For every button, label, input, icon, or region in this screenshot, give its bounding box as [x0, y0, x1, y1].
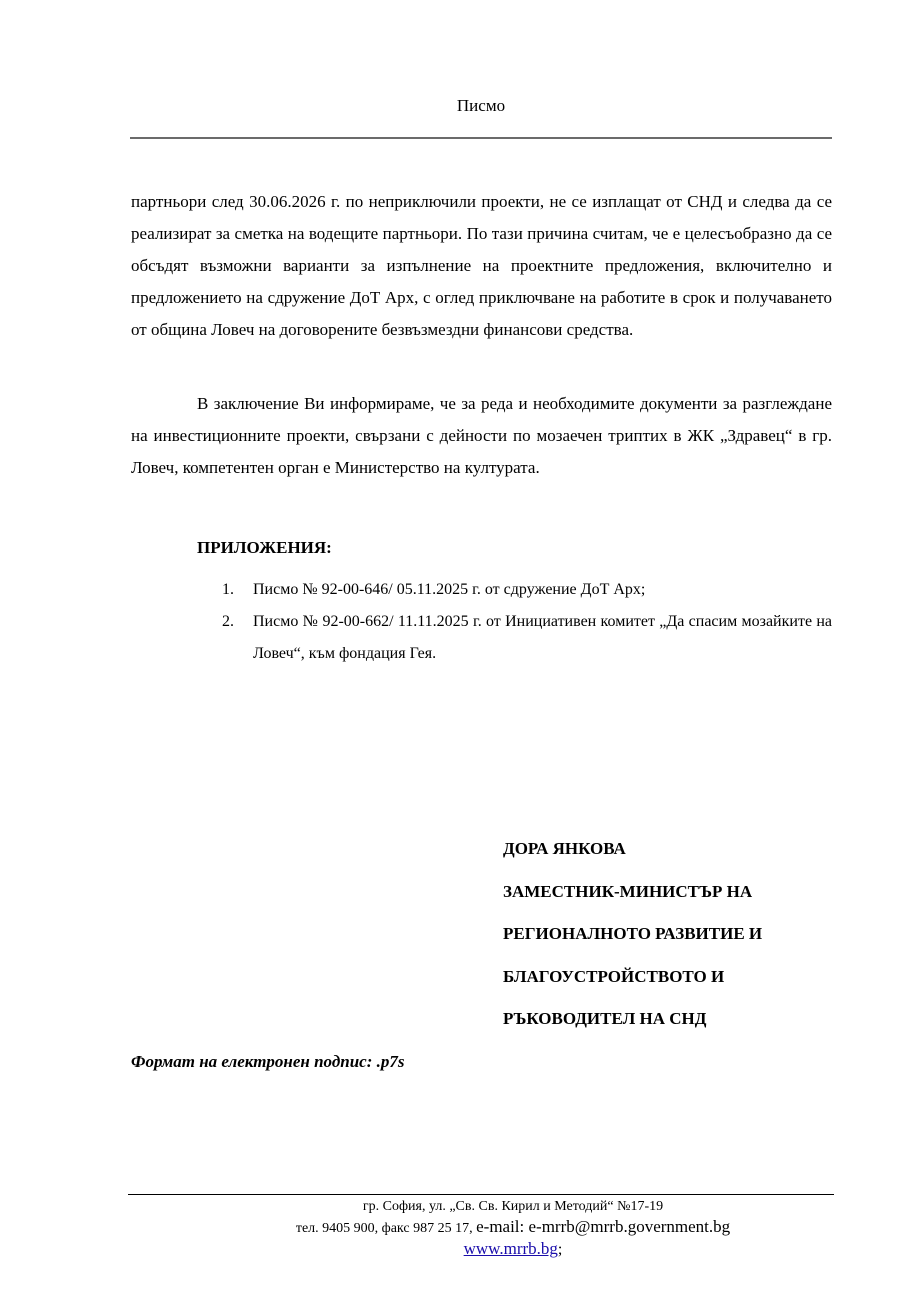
attachments-heading: ПРИЛОЖЕНИЯ: [197, 538, 332, 557]
page-footer [128, 1197, 898, 1261]
footer-website-line [128, 1239, 898, 1261]
signatory-title-line: РЕГИОНАЛНОТО РАЗВИТИЕ И [503, 924, 763, 943]
attachments-list [222, 574, 832, 670]
attachment-number: 1. [222, 581, 234, 598]
footer-divider [128, 1194, 834, 1195]
website-link[interactable]: www.mrrb.bg [463, 1239, 558, 1258]
footer-address: гр. София, ул. „Св. Св. Кирил и Методий“ №17-19 [362, 1199, 664, 1214]
esignature-format-note: Формат на електронен подпис: .p7s [131, 1052, 405, 1071]
signatory-name: ДОРА ЯНКОВА [503, 839, 626, 858]
attachment-item [222, 606, 832, 670]
signatory-title-line: БЛАГОУСТРОЙСТВОТО И [503, 966, 725, 986]
body-paragraph-1: партньори след 30.06.2026 г. по неприключили проекти, не се изплащат от СНД и следва да се реализират за сметка на водещите партньори. По тази причина считам, че е целесъобразно да се обсъдят възможни варианти за изпълнение на проектните предложения, включително и предложението на сдружение ДоТ Арх, с оглед приключване на работите в срок и получаването от община Ловеч на договорените безвъзмездни финансови средства. [131, 192, 832, 339]
body-paragraph-2: В заключение Ви информираме, че за реда и необходимите документи за разглеждане на инвестиционните проекти, свързани с дейности по мозаечен триптих в ЖК „Здравец“ в гр. Ловеч, компетентен орган е Министерство на културата. [131, 394, 832, 477]
website-suffix: ; [557, 1241, 563, 1258]
footer-contacts [128, 1217, 898, 1239]
attachment-item [222, 574, 832, 606]
signature-block [503, 828, 762, 1041]
attachment-text: Писмо № 92-00-646/ 05.11.2025 г. от сдружение ДоТ Арх; [253, 581, 646, 598]
attachment-text: Писмо № 92-00-662/ 11.11.2025 г. от Инициативен комитет „Да спасим мозайките на Ловеч“, към фондация Гея. [253, 613, 832, 662]
signatory-title-line: ЗАМЕСТНИК-МИНИСТЪР НА [503, 881, 753, 901]
header-divider [130, 137, 832, 139]
footer-phone-fax: тел. 9405 900, факс 987 25 17, [295, 1221, 477, 1236]
page-header-title: Писмо [456, 96, 506, 115]
attachment-number: 2. [222, 613, 234, 630]
footer-email[interactable]: e-mail: e-mrrb@mrrb.government.bg [476, 1217, 731, 1236]
signatory-title-line: РЪКОВОДИТЕЛ НА СНД [503, 1009, 707, 1028]
